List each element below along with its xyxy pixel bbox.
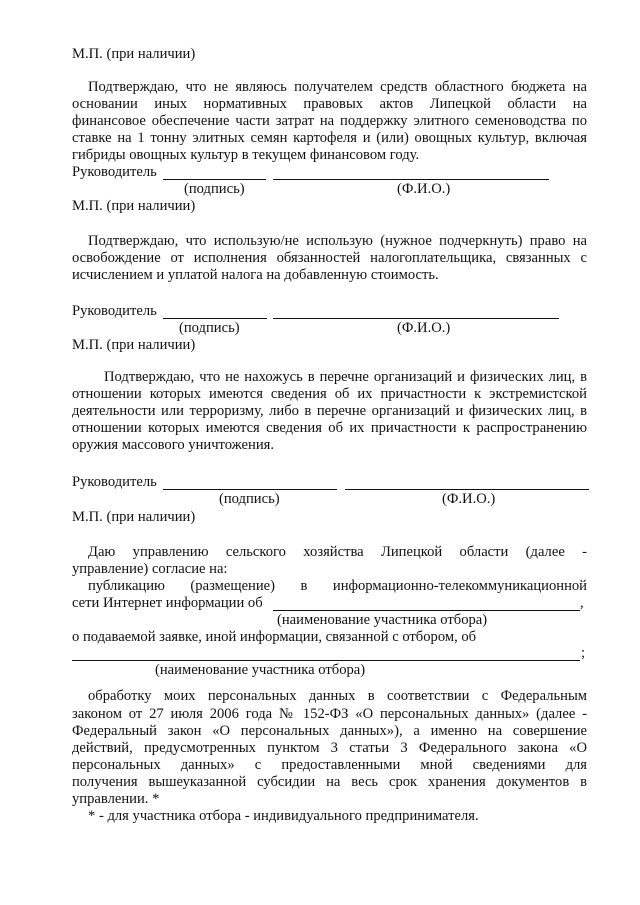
head-label: Руководитель [72,164,157,180]
personal-line: персональных данных» с предоставленными мной сведениями для [72,757,587,773]
signature-line[interactable] [163,179,266,180]
participant-name-line-2[interactable] [72,660,580,661]
personal-line: действий, предусмотренных пунктом 3 статьи 3 Федерального закона «О [72,740,587,756]
confirm3-line: Подтверждаю, что не нахожусь в перечне организаций и физических лиц, в [104,369,587,385]
confirm1-line: ставке на 1 тонну элитных семян картофеля и (или) овощных культур, включая [72,130,587,146]
fio-caption: (Ф.И.О.) [397,320,451,336]
fio-line[interactable] [273,179,549,180]
signature-line[interactable] [163,489,337,490]
personal-line: обработку моих персональных данных в соответствии с Федеральным [88,688,587,704]
fio-caption: (Ф.И.О.) [442,491,496,507]
confirm3-line: деятельности или терроризму, либо в перечне организаций и физических лиц, в [72,403,587,419]
head-label: Руководитель [72,474,157,490]
consent-line: Даю управлению сельского хозяйства Липецкой области (далее - [88,544,587,560]
semicolon-mark: ; [581,645,586,661]
confirm2-line: исчислением и уплатой налога на добавленную стоимость. [72,267,439,283]
consent-line: сети Интернет информации об [72,595,263,611]
stamp-note: М.П. (при наличии) [72,198,196,214]
fio-caption: (Ф.И.О.) [397,181,451,197]
comma-mark: , [580,595,584,611]
confirm2-line: Подтверждаю, что использую/не использую (нужное подчеркнуть) право на [88,233,587,249]
personal-line: управлении. * [72,791,160,807]
signature-caption: (подпись) [184,181,245,197]
confirm3-line: оружия массового уничтожения. [72,437,275,453]
confirm1-line: основании иных нормативных правовых актов Липецкой области на [72,96,587,112]
participant-name-line[interactable] [273,610,580,611]
personal-line: получения вышеуказанной субсидии на весь срок хранения документов в [72,774,587,790]
head-label: Руководитель [72,303,157,319]
confirm3-line: отношении которых имеются сведения об их причастности к распространению [72,420,587,436]
confirm1-line: финансовое обеспечение части затрат на поддержку элитного семеноводства по [72,113,587,129]
footnote: * - для участника отбора - индивидуального предпринимателя. [88,808,479,824]
confirm1-line: гибриды овощных культур в текущем финансовом году. [72,147,420,163]
fio-line[interactable] [345,489,589,490]
stamp-note: М.П. (при наличии) [72,337,196,353]
personal-line: законом от 27 июля 2006 года № 152-ФЗ «О персональных данных» (далее - [72,706,587,722]
fio-line[interactable] [273,318,559,319]
application-line: о подаваемой заявке, иной информации, связанной с отбором, об [72,629,477,645]
stamp-note: М.П. (при наличии) [72,509,196,525]
participant-caption: (наименование участника отбора) [277,612,488,628]
signature-caption: (подпись) [179,320,240,336]
confirm3-line: отношении которых имеются сведения об их причастности к экстремистской [72,386,587,402]
consent-line: публикацию (размещение) в информационно-телекоммуникационной [88,578,587,594]
participant-caption: (наименование участника отбора) [155,662,366,678]
stamp-note: М.П. (при наличии) [72,46,196,62]
signature-line[interactable] [163,318,267,319]
consent-line: управление) согласие на: [72,561,228,577]
confirm2-line: освобождение от исполнения обязанностей налогоплательщика, связанных с [72,250,587,266]
confirm1-line: Подтверждаю, что не являюсь получателем средств областного бюджета на [88,79,587,95]
signature-caption: (подпись) [219,491,280,507]
personal-line: Федеральный закон «О персональных данных»), а именно на совершение [72,723,587,739]
